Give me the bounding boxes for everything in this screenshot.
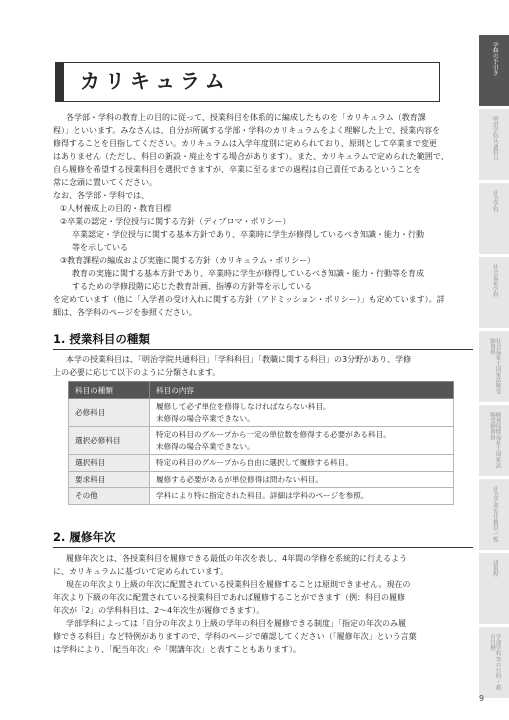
policy-desc: 等を示している [72,243,128,252]
intro-line: 細は、各学科のページを参照ください。 [53,308,197,317]
tab-faculty-list[interactable] [479,479,509,550]
table-row [69,488,454,505]
course-kind: その他 [69,488,150,505]
table-row [69,471,454,488]
course-desc: 履修する必要があるが単位修得は問わない科目。 [150,471,454,488]
course-kind: 要求科目 [69,471,150,488]
tab-mental-health-exam[interactable] [479,405,509,476]
section-heading: 1. 授業科目の種類 [53,332,150,346]
policy-desc: するための学修段階に応じた教育計画、指導の方針等を示している [72,282,312,291]
section-line: 現在の年次より上級の年次に配置されている授業科目を履修することは原則できません。現在の [66,580,411,589]
title-accent-bar [55,62,64,102]
tab-label: 学修の手引き [491,42,498,76]
course-kind: 必修科目 [69,399,150,427]
tab-label: 社会学科 [491,190,498,213]
tab-label: 社会学部専任教員一覧 [491,486,498,542]
policy-desc: 卒業認定・学位授与に関する基本方針であり、卒業時に学生が修得しているべき知識・能力・行動 [72,230,424,239]
tab-regulations[interactable] [479,553,509,624]
section-line: 年次より下級の年次に配置されている授業科目であれば履修することができます（例：科目の履修 [53,593,405,602]
section-heading: 2. 履修年次 [53,530,116,544]
tab-common-courses[interactable] [479,109,509,180]
table-header: 科目の種類 [69,382,150,399]
section-line: 学部学科によっては「自分の年次より上級の学年の科目を履修できる制度」「指定の年次のみ履 [66,619,406,628]
table-row [69,455,454,472]
section-line: に、カリキュラムに基づいて定められています。 [53,567,229,576]
page-title: カリキュラム [80,69,230,93]
course-kind: 選択科目 [69,455,150,472]
tab-label: 精神保健福祉士国家試験受験資格 [489,412,501,468]
tab-label: 社会福祉学科 [491,264,498,298]
policy-desc: 教育の実施に関する基本方針であり、卒業時に学生が修得しているべき知識・能力・行動等を育成 [72,269,424,278]
intro-line: なお、各学部・学科では、 [53,191,149,200]
course-desc: 特定の科目のグループから自由に選択して履修する科目。 [150,455,454,472]
tab-label: 明治学院共通科目 [491,116,498,161]
section-line: 年次が「2」の学科科目は、2～4年次生が履修できます）。 [53,606,265,615]
table-row [69,427,454,455]
desc-line: 未修得の場合卒業できない。 [156,441,255,451]
desc-line: 未修得の場合卒業できない。 [156,413,255,423]
section-line: 上の必要に応じて以下のように分類されます。 [53,368,221,377]
tab-sociology[interactable] [479,183,509,254]
intro-line: 程）」といいます。みなさんは、自分が所属する学部・学科のカリキュラムをよく理解した上で、授業内容を [53,126,441,135]
section-line: は学科により、「配当年次」や「開講年次」と表すこともあります）。 [53,645,301,654]
table-header-row [69,382,454,399]
tab-social-welfare[interactable] [479,257,509,328]
course-desc: 学科により特に指定された科目。詳細は学科のページを参照。 [150,488,454,505]
section-rule [53,349,473,350]
course-desc [150,399,454,427]
tab-study-guide[interactable] [479,35,509,106]
tab-objectives[interactable] [479,627,509,698]
page-number: 9 [479,694,485,703]
policy-item: ③教育課程の編成および実施に関する方針（カリキュラム・ポリシー） [60,256,316,265]
intro-line: 各学部・学科の教育上の目的に従って、授業科目を体系的に編成したものを「カリキュラム（教育課 [66,113,426,122]
intro-line: 自ら履修を希望する授業科目を選択できますが、卒業に至るまでの過程は自己責任であるということを [53,165,421,174]
intro-line: 常に念頭に置いてください。 [53,178,157,187]
course-desc [150,427,454,455]
tab-label: 諸規程 [491,560,498,577]
table-header: 科目の内容 [150,382,454,399]
course-kind: 選択必修科目 [69,427,150,455]
table-row [69,399,454,427]
intro-line: はありません（ただし、科目の新設・廃止をする場合があります）。また、カリキュラムで定められた範囲で、 [53,152,449,161]
desc-line: 履修して必ず単位を修得しなければならない科目。 [156,402,331,411]
section-line: 修できる科目」など特例がありますので、学科のページで確認してください（「履修年次」という言葉 [53,632,417,641]
tab-label: 学部学科等の目的・教育目標 [489,634,501,690]
desc-line: 特定の科目のグループから一定の単位数を修得する必要がある科目。 [156,430,391,439]
intro-line: 修得することを目指してください。カリキュラムは入学年度別に定められており、原則として卒業まで変更 [53,139,437,148]
section-line: 本学の授業科目は、「明治学院共通科目」「学科科目」「教職に関する科目」の3分野があり、学修 [66,355,412,364]
course-type-table [68,381,454,505]
tab-label: 社会福祉士国家試験受験資格 [489,338,501,394]
policy-item: ①人材養成上の目的・教育目標 [60,204,172,213]
section-line: 履修年次とは、各授業科目を履修できる最低の年次を表し、4年間の学修を系統的に行えるよう [66,554,408,563]
section-rule [53,547,473,548]
intro-line: を定めています（他に「入学者の受け入れに関する方針（アドミッション・ポリシー）」も定めています）。詳 [53,295,445,304]
policy-item: ②卒業の認定・学位授与に関する方針（ディプロマ・ポリシー） [60,217,291,226]
tab-social-worker-exam[interactable] [479,331,509,402]
